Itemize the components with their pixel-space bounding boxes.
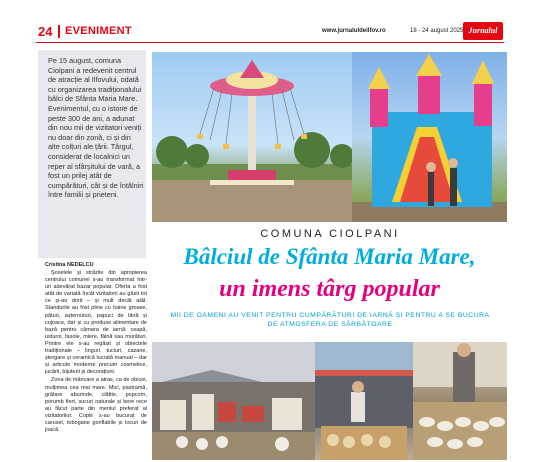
- header-rule: [36, 42, 504, 43]
- market-goods-illustration: [413, 342, 507, 460]
- market-vendor-photo: [315, 342, 413, 460]
- market-vendor-illustration: [315, 342, 413, 460]
- body-paragraph: Șoselele și străzile din apropierea centrului comunei s-au transformat într-un adevărat bazar popular. Oferta a fost atât de variată încât vizitatorii au găsit tot ce și-au dorit – și mult decât atât. Standurile au fost pline cu haine groase, pături, așternuturi, papuci de lână și cojoace, dar și cu produse alimentare de bază pentru cămara de iarnă: ceapă, usturoi, fasole, miere, făină sau murături. Printre ele s-au regăsit și obiectele tradiționale – linguri, tuciuri, cazane, ștergare și ceramică lucrată manual – dar și articole moderne precum cosmetice, jucării, bijuterii și decorațiuni.: [45, 270, 147, 376]
- carousel-photo: [152, 52, 352, 222]
- site-url[interactable]: www.jurnaluldeilfov.ro: [322, 28, 386, 34]
- market-stalls-illustration: [152, 342, 315, 460]
- article-body: [45, 270, 147, 458]
- bouncy-castle-illustration: [352, 52, 507, 222]
- header-separator: [58, 25, 60, 38]
- kicker: COMUNA CIOLPANI: [260, 228, 400, 240]
- carousel-illustration: [152, 52, 352, 222]
- issue-date: 18 - 24 august 2025: [410, 28, 464, 34]
- headline-line-2: un imens târg popular: [219, 276, 440, 302]
- market-goods-photo: [413, 342, 507, 460]
- intro-text: Pe 15 august, comuna Ciolpani a redevenit centrul de atracție al Ilfovului, odată cu organizarea tradiționalului bâlci de Sfânta Maria Mare. Evenimentul, cu o istorie de peste 300 de ani, a adunat din nou mii de vizitatori veniți nu doar din zonă, ci și din alte colțuri ale țării. Târgul, considerat de localnici un reper al sfârșitului de vară, a fost un prilej atât de cumpărături, cât și de întâlniri între familii și prieteni.: [48, 56, 144, 200]
- headline-line-1: Bâlciul de Sfânta Maria Mare,: [183, 244, 476, 269]
- author-byline: Cristina NEDELCU: [45, 262, 94, 268]
- section-label: EVENIMENT: [65, 25, 132, 37]
- subheadline: MII DE OAMENI AU VENIT PENTRU CUMPĂRĂTURI DE IARNĂ ȘI PENTRU A SE BUCURA DE ATMOSFERA DE SĂRBĂTOARE: [170, 312, 490, 328]
- bouncy-castle-photo: [352, 52, 507, 222]
- page-number: 24: [38, 24, 53, 39]
- body-paragraph: Zona de mâncare a atras, ca de obicei, mulțimea cea mai mare. Mici, pastramă, grătare aburinde, clătite, popcorn, porumb fiert, sucuri naturale și bere rece au făcut parte din meniul preferat al vizitatorilor. Copiii s-au bucurat de carusel, tobogane gonflabile și locuri de joacă.: [45, 377, 147, 434]
- newspaper-logo: Jurnalul: [463, 22, 503, 40]
- market-stalls-photo: [152, 342, 315, 460]
